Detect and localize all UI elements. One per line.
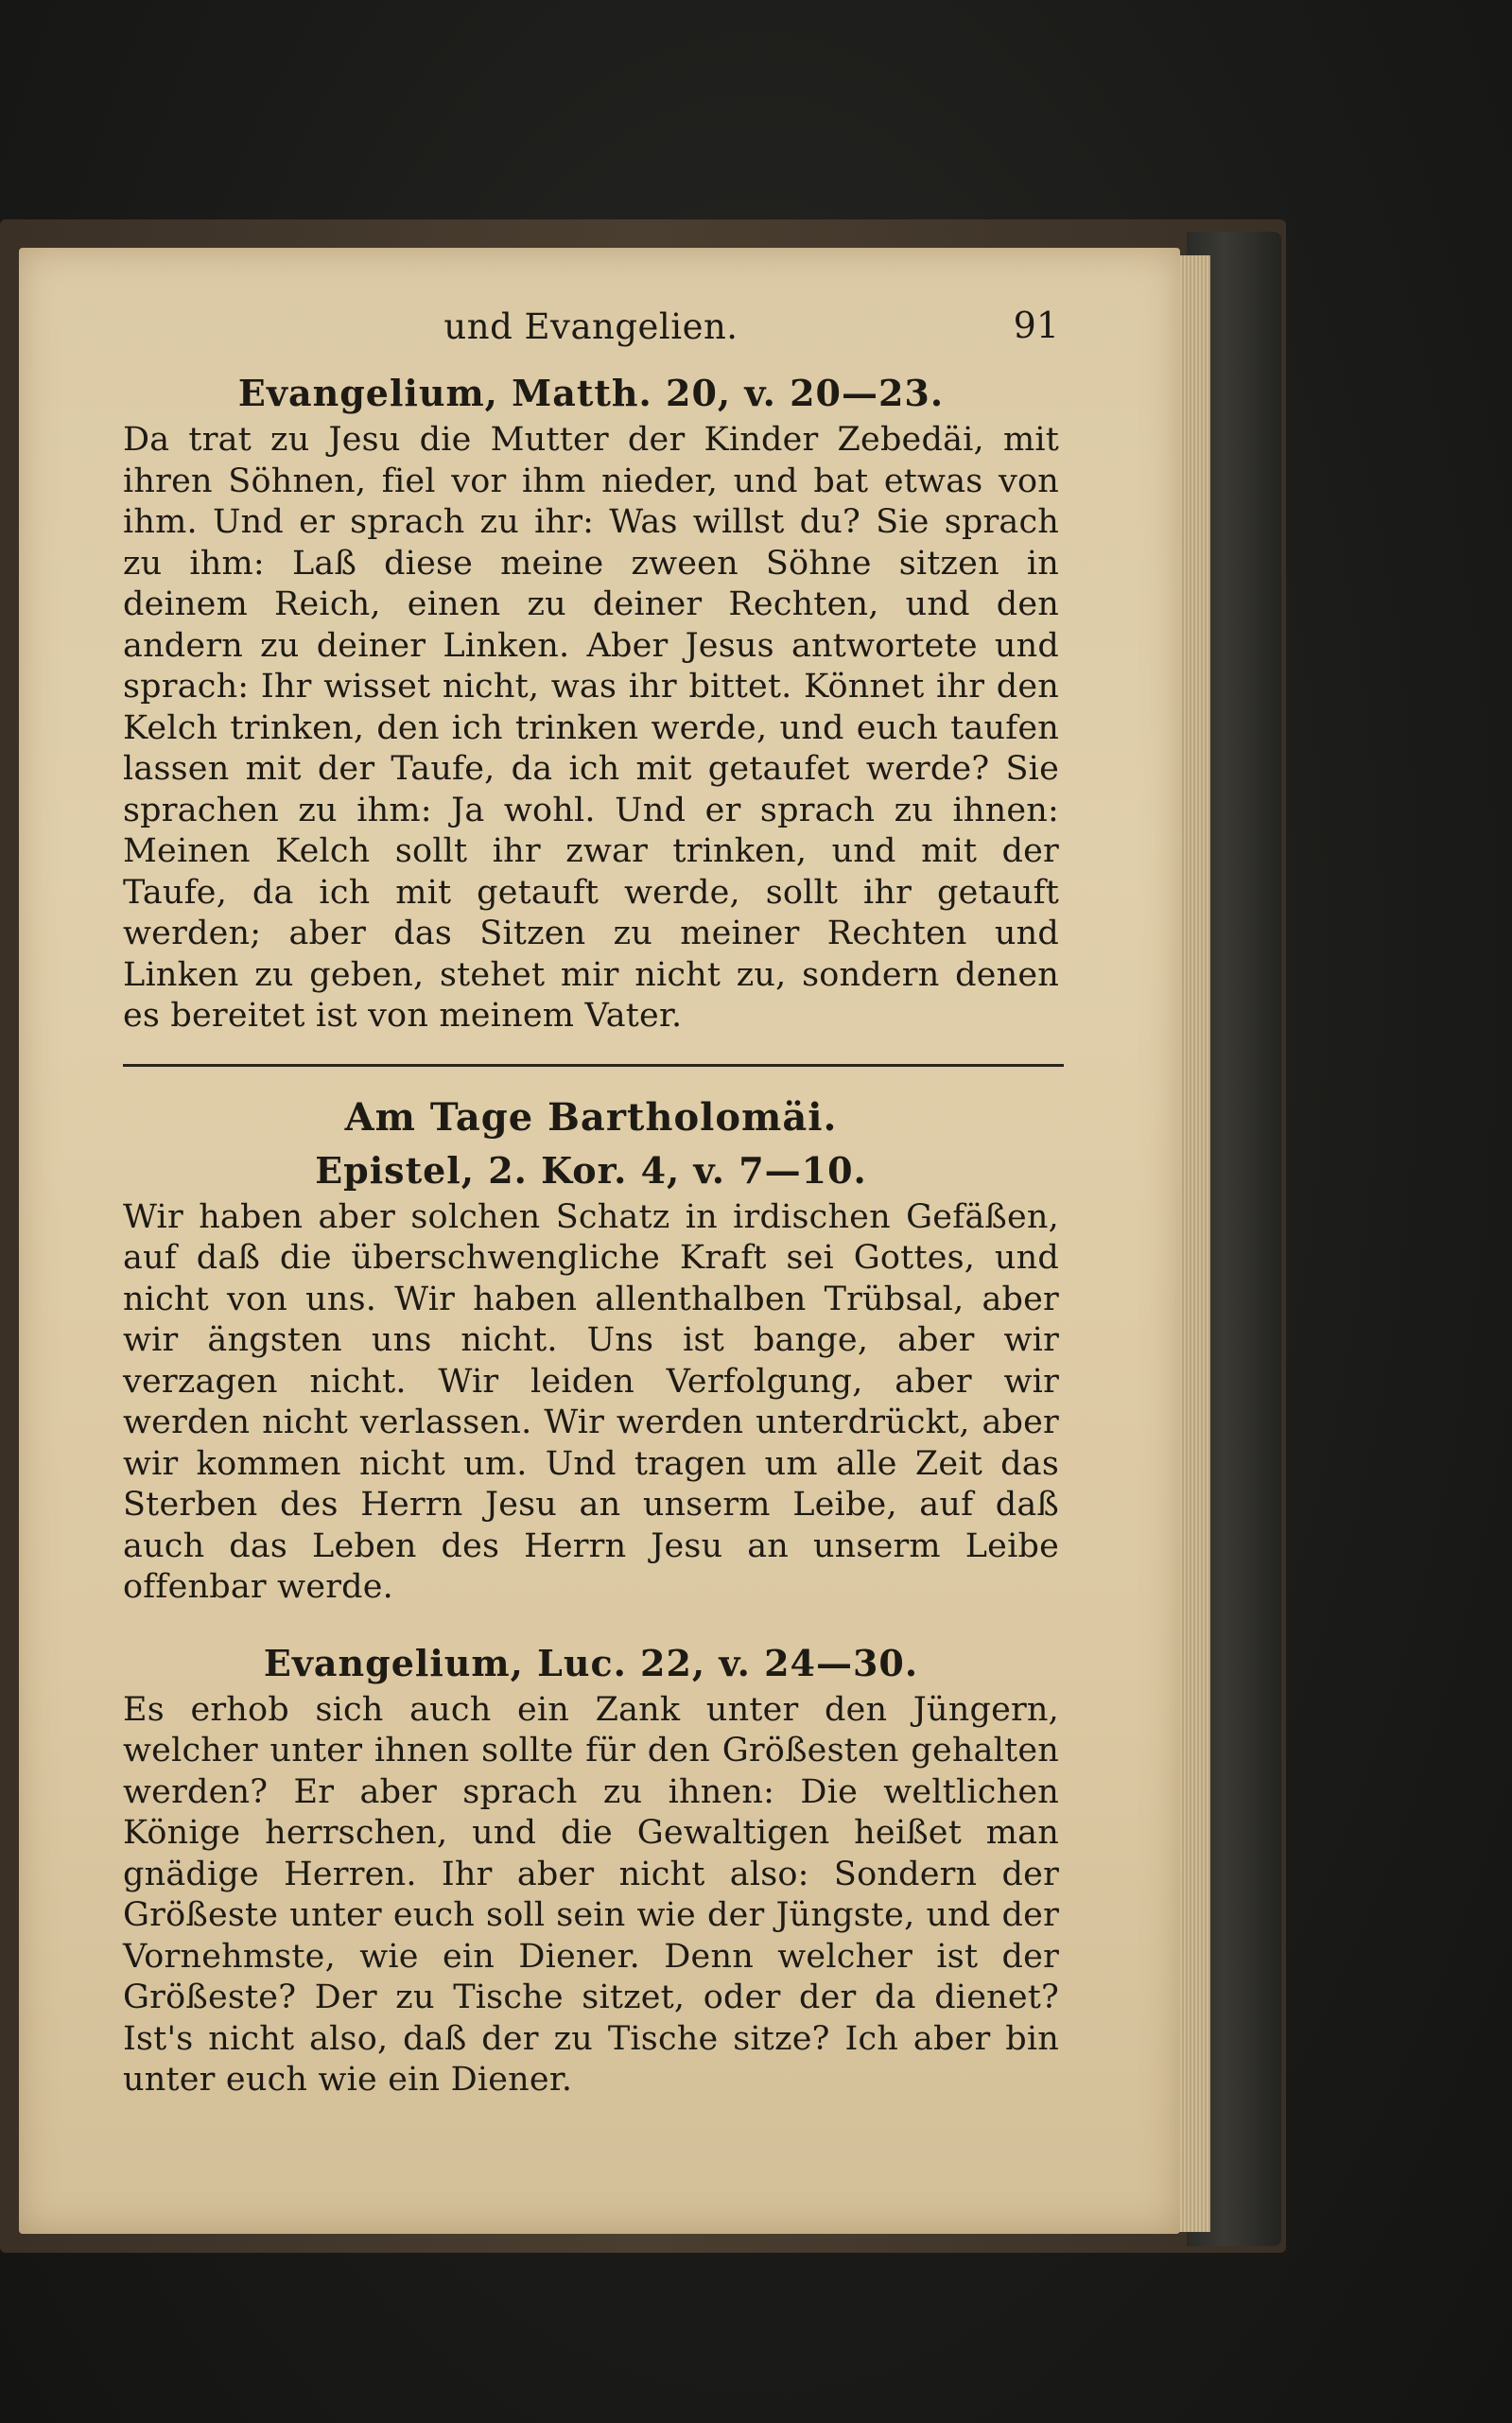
running-head (123, 301, 1059, 354)
gospel-text-matthew: Da trat zu Jesu die Mutter der Kinder Zebedäi, mit ihren Söhnen, fiel vor ihm nieder, und bat etwas von ihm. Und er sprach zu ihr: Was willst du? Sie sprach zu ihm: Laß diese meine zween Söhne sitzen in deinem Reich, einen zu deiner Rechten, und den andern zu deiner Linken. Aber Jesus antwortete und sprach: Ihr wisset nicht, was ihr bittet. Könnet ihr den Kelch trinken, den ich trinken werde, und euch taufen lassen mit der Taufe, da ich mit getaufet werde? Sie sprachen zu ihm: Ja wohl. Und er sprach zu ihnen: Meinen Kelch sollt ihr zwar trinken, und mit der Taufe, da ich mit getauft werde, sollt ihr getauft werden; aber das Sitzen zu meiner Rechten und Linken zu geben, stehet mir nicht zu, sondern denen es bereitet ist von meinem Vater. (123, 421, 1059, 1035)
running-head-title: und Evangelien. (443, 306, 739, 347)
page-content (123, 301, 1059, 2101)
page-number: 91 (1013, 305, 1059, 346)
gospel-heading-luke: Evangelium, Luc. 22, v. 24—30. (263, 1641, 919, 1684)
epistle-heading: Epistel, 2. Kor. 4, v. 7—10. (315, 1148, 867, 1192)
section-divider (123, 1064, 1064, 1067)
gospel-text-luke: Es erhob sich auch ein Zank unter den Jüngern, welcher unter ihnen sollte für den Größesten gehalten werden? Er aber sprach zu ihnen: Die weltlichen Könige herrschen, und die Gewaltigen heißet man gnädige Herren. Ihr aber nicht also: Sondern der Größeste unter euch soll sein wie der Jüngste, und der Vornehmste, wie ein Diener. Denn welcher ist der Größeste? Der zu Tische sitzet, oder der da dienet? Ist's nicht also, daß der zu Tische sitze? Ich aber bin unter euch wie ein Diener. (123, 1690, 1059, 2099)
epistle-text: Wir haben aber solchen Schatz in irdischen Gefäßen, auf daß die überschwengliche Kraft sei Gottes, und nicht von uns. Wir haben allenthalben Trübsal, aber wir ängsten uns nicht. Uns ist bange, aber wir verzagen nicht. Wir leiden Verfolgung, aber wir werden nicht verlassen. Wir werden unterdrückt, aber wir kommen nicht um. Und tragen um alle Zeit das Sterben des Herrn Jesu an unserm Leibe, auf daß auch das Leben des Herrn Jesu an unserm Leibe offenbar werde. (123, 1197, 1059, 1606)
feast-title: Am Tage Bartholomäi. (344, 1094, 838, 1140)
gospel-heading-matthew: Evangelium, Matth. 20, v. 20—23. (237, 372, 945, 414)
